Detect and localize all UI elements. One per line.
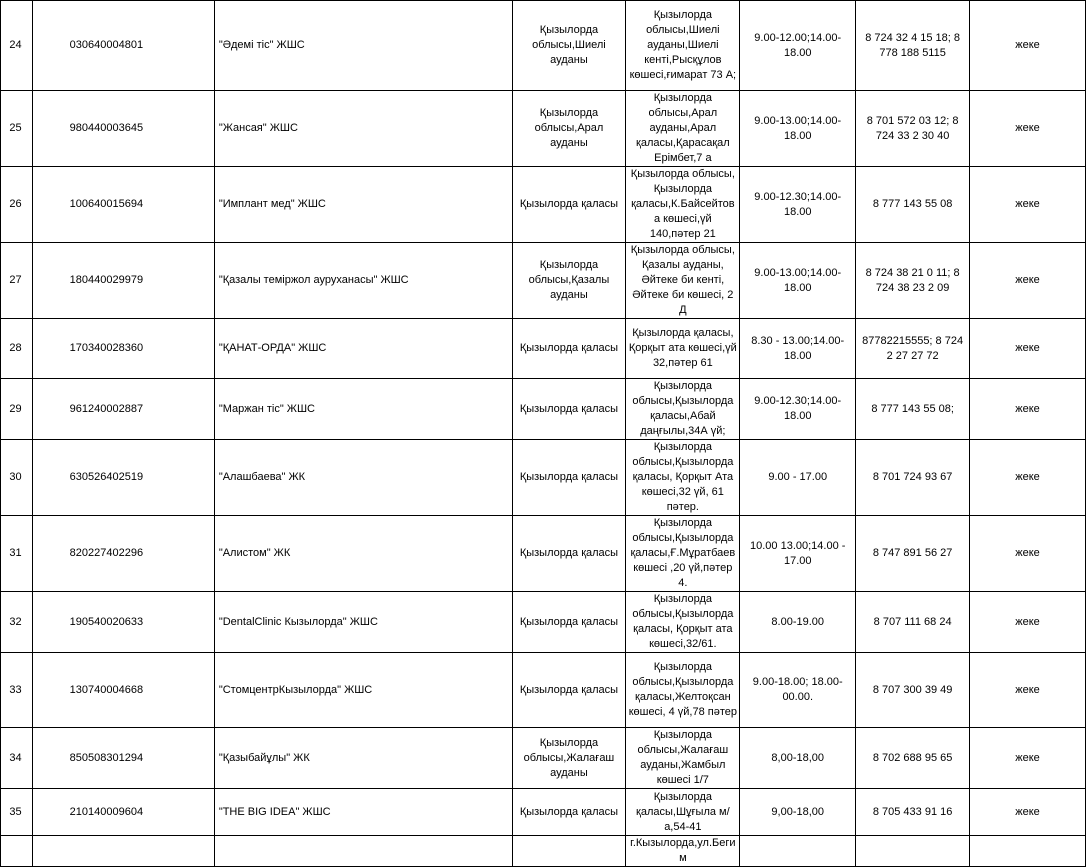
address-cell: Қызылорда қаласы,Шұғыла м/а,54-41 [626,789,740,836]
working-hours-cell: 10.00 13.00;14.00 - 17.00 [740,516,856,592]
region-cell: Қызылорда қаласы [512,379,626,440]
table-row [1,1,1086,91]
phone-cell: 8 707 300 39 49 [856,653,970,728]
working-hours-cell: 9.00-18.00; 18.00-00.00. [740,653,856,728]
ownership-type-cell: жеке [970,167,1086,243]
table-row [1,319,1086,379]
table-row [1,440,1086,516]
region-cell: Қызылорда облысы,Шиелі ауданы [512,1,626,91]
address-cell: Қызылорда облысы,Шиелі ауданы,Шиелі кенті,Рысқұлов көшесі,ғимарат 73 А; [626,1,740,91]
row-number [1,836,33,867]
region-cell: Қызылорда облысы,Қазалы ауданы [512,243,626,319]
bin-cell: 100640015694 [32,167,214,243]
address-cell: Қызылорда облысы,Қызылорда қаласы, Қорқыт ата көшесі,32/61. [626,592,740,653]
row-number: 35 [1,789,33,836]
table-row [1,836,1086,867]
organization-name-cell: "СтомцентрКызылорда" ЖШС [214,653,512,728]
region-cell [512,836,626,867]
row-number: 29 [1,379,33,440]
bin-cell: 190540020633 [32,592,214,653]
ownership-type-cell: жеке [970,653,1086,728]
working-hours-cell: 9.00-12.00;14.00-18.00 [740,1,856,91]
working-hours-cell: 9,00-18,00 [740,789,856,836]
row-number: 32 [1,592,33,653]
region-cell: Қызылорда қаласы [512,167,626,243]
working-hours-cell: 9.00-12.30;14.00-18.00 [740,379,856,440]
organization-name-cell: "Маржан тіс" ЖШС [214,379,512,440]
phone-cell: 8 701 572 03 12; 8 724 33 2 30 40 [856,91,970,167]
address-cell: Қызылорда облысы,Қызылорда қаласы, Қорқыт Ата көшесі,32 үй, 61 пәтер. [626,440,740,516]
phone-cell: 8 701 724 93 67 [856,440,970,516]
address-cell: Қызылорда облысы, Қызылорда қаласы,К.Байсейтов а көшесі,үй 140,пәтер 21 [626,167,740,243]
organization-name-cell: "DentalClinic Кызылорда" ЖШС [214,592,512,653]
ownership-type-cell: жеке [970,379,1086,440]
row-number: 34 [1,728,33,789]
organization-name-cell: "Қазыбайұлы" ЖК [214,728,512,789]
organization-name-cell: "ҚАНАТ-ОРДА" ЖШС [214,319,512,379]
region-cell: Қызылорда қаласы [512,789,626,836]
phone-cell: 8 724 32 4 15 18; 8 778 188 5115 [856,1,970,91]
table-row [1,167,1086,243]
organization-name-cell: "Жансая" ЖШС [214,91,512,167]
address-cell: Қызылорда облысы, Қазалы ауданы, Әйтеке би кенті, Әйтеке би көшесі, 2 Д [626,243,740,319]
address-cell: Қызылорда облысы,Қызылорда қаласы,Абай даңғылы,34А үй; [626,379,740,440]
working-hours-cell: 8.00-19.00 [740,592,856,653]
ownership-type-cell: жеке [970,1,1086,91]
ownership-type-cell: жеке [970,516,1086,592]
phone-cell: 87782215555; 8 724 2 27 27 72 [856,319,970,379]
address-cell: Қызылорда қаласы, Қорқыт ата көшесі,үй 32,пәтер 61 [626,319,740,379]
phone-cell: 8 777 143 55 08 [856,167,970,243]
organization-name-cell: "Қазалы теміржол ауруханасы" ЖШС [214,243,512,319]
clinics-table-body [1,1,1086,867]
table-row [1,243,1086,319]
bin-cell: 630526402519 [32,440,214,516]
address-cell: Қызылорда облысы,Арал ауданы,Арал қаласы,Қарасақал Ерімбет,7 а [626,91,740,167]
row-number: 30 [1,440,33,516]
bin-cell: 170340028360 [32,319,214,379]
row-number: 24 [1,1,33,91]
address-cell: Қызылорда облысы,Жалағаш ауданы,Жамбыл көшесі 1/7 [626,728,740,789]
phone-cell: 8 707 111 68 24 [856,592,970,653]
table-row [1,516,1086,592]
ownership-type-cell: жеке [970,91,1086,167]
ownership-type-cell: жеке [970,592,1086,653]
working-hours-cell: 9.00-12.30;14.00-18.00 [740,167,856,243]
row-number: 25 [1,91,33,167]
organization-name-cell: "Алашбаева" ЖК [214,440,512,516]
table-row [1,91,1086,167]
ownership-type-cell: жеке [970,440,1086,516]
bin-cell: 961240002887 [32,379,214,440]
working-hours-cell: 8,00-18,00 [740,728,856,789]
bin-cell: 210140009604 [32,789,214,836]
region-cell: Қызылорда қаласы [512,653,626,728]
region-cell: Қызылорда қаласы [512,516,626,592]
bin-cell: 820227402296 [32,516,214,592]
region-cell: Қызылорда қаласы [512,592,626,653]
row-number: 33 [1,653,33,728]
ownership-type-cell: жеке [970,243,1086,319]
organization-name-cell [214,836,512,867]
organization-name-cell: "Әдемі тіс" ЖШС [214,1,512,91]
ownership-type-cell: жеке [970,319,1086,379]
row-number: 28 [1,319,33,379]
row-number: 26 [1,167,33,243]
region-cell: Қызылорда облысы,Жалағаш ауданы [512,728,626,789]
phone-cell: 8 705 433 91 16 [856,789,970,836]
ownership-type-cell [970,836,1086,867]
phone-cell: 8 777 143 55 08; [856,379,970,440]
bin-cell: 030640004801 [32,1,214,91]
phone-cell: 8 724 38 21 0 11; 8 724 38 23 2 09 [856,243,970,319]
bin-cell: 130740004668 [32,653,214,728]
organization-name-cell: "THE BIG IDEA" ЖШС [214,789,512,836]
table-row [1,379,1086,440]
bin-cell: 980440003645 [32,91,214,167]
bin-cell: 180440029979 [32,243,214,319]
phone-cell: 8 747 891 56 27 [856,516,970,592]
table-row [1,653,1086,728]
phone-cell [856,836,970,867]
ownership-type-cell: жеке [970,789,1086,836]
working-hours-cell: 9.00-13.00;14.00-18.00 [740,91,856,167]
table-row [1,592,1086,653]
address-cell: г.Кызылорда,ул.Бегим [626,836,740,867]
working-hours-cell: 9.00-13.00;14.00-18.00 [740,243,856,319]
organization-name-cell: "Алистом" ЖК [214,516,512,592]
row-number: 31 [1,516,33,592]
address-cell: Қызылорда облысы,Қызылорда қаласы,Желтоқсан көшесі, 4 үй,78 пәтер [626,653,740,728]
organization-name-cell: "Имплант мед" ЖШС [214,167,512,243]
table-row [1,728,1086,789]
row-number: 27 [1,243,33,319]
address-cell: Қызылорда облысы,Қызылорда қаласы,Ғ.Мұратбаев көшесі ,20 үй,пәтер 4. [626,516,740,592]
region-cell: Қызылорда қаласы [512,319,626,379]
working-hours-cell: 9.00 - 17.00 [740,440,856,516]
region-cell: Қызылорда облысы,Арал ауданы [512,91,626,167]
table-row [1,789,1086,836]
working-hours-cell [740,836,856,867]
bin-cell [32,836,214,867]
phone-cell: 8 702 688 95 65 [856,728,970,789]
ownership-type-cell: жеке [970,728,1086,789]
bin-cell: 850508301294 [32,728,214,789]
region-cell: Қызылорда қаласы [512,440,626,516]
working-hours-cell: 8.30 - 13.00;14.00-18.00 [740,319,856,379]
